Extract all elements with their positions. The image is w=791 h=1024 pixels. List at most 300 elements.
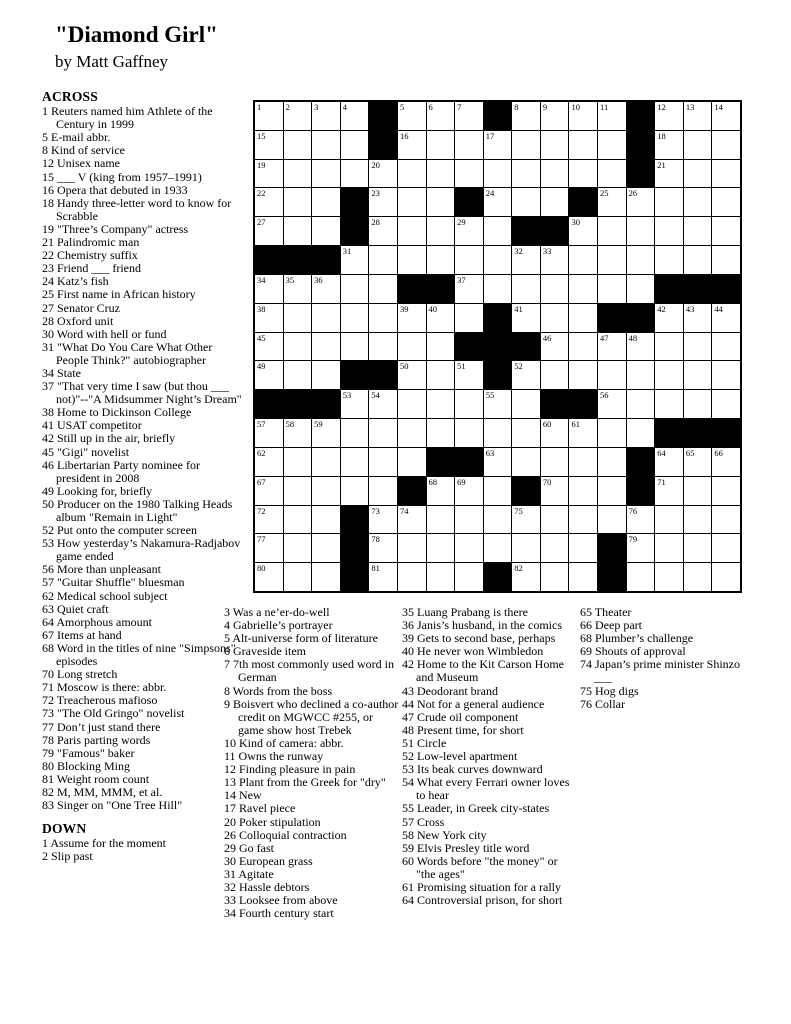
grid-cell[interactable] [255, 448, 283, 476]
grid-cell[interactable] [284, 477, 312, 505]
grid-cell[interactable] [569, 217, 597, 245]
grid-cell[interactable] [455, 102, 483, 130]
grid-cell[interactable] [541, 333, 569, 361]
across-clue: 49 Looking for, briefly [42, 483, 153, 498]
grid-cell[interactable] [569, 102, 597, 130]
grid-cell[interactable] [312, 217, 340, 245]
cell-number: 82 [514, 563, 523, 574]
grid-cell[interactable] [627, 217, 655, 245]
grid-cell[interactable] [655, 131, 683, 159]
grid-cell[interactable] [255, 333, 283, 361]
down-clue: 54 What every Ferrari owner loves to hear [402, 775, 570, 803]
cell-number: 34 [257, 274, 266, 285]
grid-cell[interactable] [284, 188, 312, 216]
grid-cell[interactable] [312, 563, 340, 591]
grid-cell[interactable] [512, 448, 540, 476]
grid-cell[interactable] [541, 563, 569, 591]
grid-cell[interactable] [341, 131, 369, 159]
grid-cell-black [341, 534, 369, 562]
grid-cell[interactable] [369, 506, 397, 534]
grid-cell[interactable] [455, 477, 483, 505]
grid-cell[interactable] [655, 246, 683, 274]
grid-cell[interactable] [369, 275, 397, 303]
grid-cell[interactable] [598, 448, 626, 476]
across-clue: 45 "Gigi" novelist [42, 444, 130, 459]
down-clue: 76 Collar [580, 696, 625, 711]
grid-cell[interactable] [398, 563, 426, 591]
across-clue: 16 Opera that debuted in 1933 [42, 182, 188, 197]
grid-cell[interactable] [655, 304, 683, 332]
grid-cell[interactable] [341, 102, 369, 130]
grid-cell[interactable] [312, 477, 340, 505]
grid-cell[interactable] [427, 390, 455, 418]
grid-cell[interactable] [255, 361, 283, 389]
grid-cell[interactable] [684, 160, 712, 188]
grid-cell[interactable] [455, 563, 483, 591]
grid-cell[interactable] [284, 304, 312, 332]
grid-cell[interactable] [712, 563, 740, 591]
grid-cell[interactable] [569, 160, 597, 188]
grid-cell[interactable] [569, 477, 597, 505]
grid-cell-black [627, 304, 655, 332]
grid-cell[interactable] [284, 563, 312, 591]
grid-cell[interactable] [398, 390, 426, 418]
grid-cell[interactable] [312, 160, 340, 188]
grid-cell[interactable] [455, 304, 483, 332]
grid-cell[interactable] [312, 361, 340, 389]
grid-cell-black [627, 160, 655, 188]
grid-cell[interactable] [427, 217, 455, 245]
grid-cell-black [484, 333, 512, 361]
cell-number: 17 [485, 130, 495, 141]
grid-cell[interactable] [484, 160, 512, 188]
grid-cell[interactable] [512, 390, 540, 418]
grid-cell[interactable] [684, 246, 712, 274]
across-clue: 81 Weight room count [42, 771, 150, 786]
grid-cell[interactable] [684, 390, 712, 418]
grid-cell[interactable] [398, 102, 426, 130]
grid-cell[interactable] [455, 217, 483, 245]
grid-cell[interactable] [541, 419, 569, 447]
grid-cell[interactable] [312, 506, 340, 534]
grid-cell[interactable] [427, 102, 455, 130]
grid-cell[interactable] [598, 246, 626, 274]
grid-cell-black [341, 361, 369, 389]
grid-cell[interactable] [312, 333, 340, 361]
grid-cell[interactable] [627, 333, 655, 361]
grid-cell[interactable] [427, 477, 455, 505]
grid-cell[interactable] [455, 131, 483, 159]
grid-cell[interactable] [427, 188, 455, 216]
grid-cell[interactable] [512, 188, 540, 216]
grid-cell[interactable] [512, 246, 540, 274]
grid-cell[interactable] [284, 160, 312, 188]
grid-cell[interactable] [284, 102, 312, 130]
grid-cell[interactable] [455, 275, 483, 303]
grid-cell[interactable] [598, 131, 626, 159]
grid-cell[interactable] [598, 102, 626, 130]
grid-cell[interactable] [255, 275, 283, 303]
grid-cell[interactable] [712, 160, 740, 188]
grid-cell[interactable] [712, 361, 740, 389]
cell-number: 20 [371, 159, 380, 170]
grid-cell[interactable] [398, 448, 426, 476]
grid-cell[interactable] [541, 160, 569, 188]
grid-cell[interactable] [369, 246, 397, 274]
down-clue: 53 Its beak curves downward [402, 762, 543, 777]
grid-cell[interactable] [712, 131, 740, 159]
grid-cell[interactable] [427, 246, 455, 274]
cell-number: 58 [285, 419, 295, 430]
grid-cell[interactable] [455, 361, 483, 389]
grid-cell[interactable] [598, 333, 626, 361]
grid-cell[interactable] [284, 217, 312, 245]
grid-cell[interactable] [255, 188, 283, 216]
grid-cell[interactable] [312, 419, 340, 447]
grid-cell[interactable] [341, 160, 369, 188]
grid-cell[interactable] [312, 275, 340, 303]
grid-cell[interactable] [312, 188, 340, 216]
grid-cell[interactable] [712, 477, 740, 505]
grid-cell[interactable] [512, 304, 540, 332]
grid-cell[interactable] [427, 506, 455, 534]
grid-cell[interactable] [484, 246, 512, 274]
grid-cell-black [569, 188, 597, 216]
grid-cell[interactable] [684, 563, 712, 591]
grid-cell[interactable] [398, 534, 426, 562]
grid-cell[interactable] [655, 563, 683, 591]
grid-cell[interactable] [255, 534, 283, 562]
grid-cell[interactable] [512, 131, 540, 159]
grid-cell[interactable] [598, 188, 626, 216]
grid-cell[interactable] [541, 506, 569, 534]
grid-cell[interactable] [684, 304, 712, 332]
grid-cell[interactable] [627, 506, 655, 534]
cell-number: 52 [514, 361, 523, 372]
grid-cell[interactable] [712, 217, 740, 245]
grid-cell[interactable] [341, 246, 369, 274]
grid-cell[interactable] [569, 246, 597, 274]
grid-cell[interactable] [255, 160, 283, 188]
cell-number: 18 [657, 130, 666, 141]
across-clue: 50 Producer on the 1980 Talking Heads album "Remain in Light" [42, 496, 233, 524]
grid-cell[interactable] [684, 102, 712, 130]
grid-cell[interactable] [312, 131, 340, 159]
grid-cell[interactable] [598, 361, 626, 389]
grid-cell[interactable] [598, 477, 626, 505]
grid-cell[interactable] [398, 361, 426, 389]
grid-cell[interactable] [369, 217, 397, 245]
grid-cell[interactable] [712, 188, 740, 216]
grid-cell[interactable] [427, 333, 455, 361]
grid-cell[interactable] [684, 448, 712, 476]
grid-cell[interactable] [341, 275, 369, 303]
grid-cell[interactable] [398, 506, 426, 534]
grid-cell[interactable] [284, 419, 312, 447]
grid-cell[interactable] [398, 246, 426, 274]
grid-cell[interactable] [255, 563, 283, 591]
grid-cell[interactable] [427, 534, 455, 562]
grid-cell[interactable] [341, 304, 369, 332]
cell-number: 46 [542, 332, 552, 343]
grid-cell[interactable] [398, 304, 426, 332]
grid-cell[interactable] [684, 506, 712, 534]
grid-cell[interactable] [284, 275, 312, 303]
grid-cell[interactable] [541, 102, 569, 130]
grid-cell[interactable] [284, 534, 312, 562]
grid-cell[interactable] [541, 246, 569, 274]
grid-cell[interactable] [427, 160, 455, 188]
grid-cell[interactable] [427, 361, 455, 389]
grid-cell[interactable] [369, 534, 397, 562]
down-clue: 64 Controversial prison, for short [402, 893, 563, 908]
grid-cell[interactable] [541, 275, 569, 303]
grid-cell[interactable] [655, 217, 683, 245]
down-clue: 4 Gabrielle’s portrayer [224, 618, 333, 633]
grid-cell[interactable] [369, 188, 397, 216]
grid-cell-black [369, 361, 397, 389]
grid-cell-black [484, 563, 512, 591]
grid-cell[interactable] [341, 448, 369, 476]
grid-cell[interactable] [655, 534, 683, 562]
grid-cell[interactable] [655, 333, 683, 361]
grid-cell[interactable] [712, 448, 740, 476]
across-clue: 57 "Guitar Shuffle" bluesman [42, 575, 185, 590]
grid-cell[interactable] [398, 419, 426, 447]
grid-cell[interactable] [684, 361, 712, 389]
grid-cell[interactable] [569, 333, 597, 361]
grid-cell[interactable] [541, 534, 569, 562]
grid-cell[interactable] [369, 477, 397, 505]
grid-cell[interactable] [484, 131, 512, 159]
grid-cell[interactable] [455, 390, 483, 418]
grid-cell[interactable] [627, 188, 655, 216]
cell-number: 26 [628, 188, 638, 199]
grid-cell[interactable] [627, 419, 655, 447]
cell-number: 57 [257, 419, 266, 430]
grid-cell[interactable] [541, 477, 569, 505]
grid-cell[interactable] [569, 419, 597, 447]
grid-cell[interactable] [398, 188, 426, 216]
grid-cell[interactable] [255, 506, 283, 534]
grid-cell[interactable] [427, 131, 455, 159]
grid-cell[interactable] [255, 304, 283, 332]
down-clue: 33 Looksee from above [224, 893, 338, 908]
grid-cell[interactable] [541, 361, 569, 389]
grid-cell[interactable] [541, 304, 569, 332]
cell-number: 23 [371, 188, 380, 199]
grid-cell[interactable] [484, 188, 512, 216]
grid-cell[interactable] [284, 506, 312, 534]
grid-cell[interactable] [341, 333, 369, 361]
grid-cell[interactable] [512, 275, 540, 303]
grid-cell[interactable] [512, 563, 540, 591]
grid-cell[interactable] [369, 419, 397, 447]
grid-cell[interactable] [684, 131, 712, 159]
grid-cell[interactable] [369, 304, 397, 332]
grid-cell[interactable] [655, 477, 683, 505]
cell-number: 83 [600, 563, 609, 574]
grid-cell[interactable] [598, 390, 626, 418]
grid-cell[interactable] [598, 275, 626, 303]
grid-cell[interactable] [312, 102, 340, 130]
grid-cell[interactable] [427, 419, 455, 447]
grid-cell[interactable] [484, 419, 512, 447]
grid-cell[interactable] [284, 448, 312, 476]
grid-cell-black [341, 563, 369, 591]
grid-cell[interactable] [369, 333, 397, 361]
grid-cell[interactable] [569, 534, 597, 562]
grid-cell[interactable] [512, 534, 540, 562]
grid-cell[interactable] [427, 563, 455, 591]
grid-cell[interactable] [398, 217, 426, 245]
down-clue: 20 Poker stipulation [224, 814, 321, 829]
grid-cell[interactable] [541, 188, 569, 216]
grid-cell[interactable] [312, 534, 340, 562]
grid-cell[interactable] [369, 448, 397, 476]
grid-cell[interactable] [541, 131, 569, 159]
grid-cell[interactable] [569, 131, 597, 159]
grid-cell[interactable] [398, 160, 426, 188]
grid-cell[interactable] [512, 160, 540, 188]
grid-cell[interactable] [627, 390, 655, 418]
cell-number: 28 [371, 217, 380, 228]
cell-number: 24 [485, 188, 495, 199]
grid-cell[interactable] [284, 131, 312, 159]
grid-cell[interactable] [598, 217, 626, 245]
grid-cell[interactable] [369, 563, 397, 591]
grid-cell[interactable] [369, 160, 397, 188]
grid-cell[interactable] [341, 419, 369, 447]
grid-cell[interactable] [369, 390, 397, 418]
across-clue: 25 First name in African history [42, 287, 196, 302]
grid-cell[interactable] [598, 419, 626, 447]
grid-cell[interactable] [455, 160, 483, 188]
grid-cell[interactable] [712, 506, 740, 534]
cell-number: 9 [542, 102, 548, 112]
grid-cell[interactable] [684, 534, 712, 562]
grid-cell[interactable] [284, 361, 312, 389]
grid-cell[interactable] [255, 131, 283, 159]
across-clue: 52 Put onto the computer screen [42, 523, 197, 538]
grid-cell-black [284, 246, 312, 274]
grid-cell[interactable] [255, 419, 283, 447]
grid-cell[interactable] [712, 333, 740, 361]
grid-cell[interactable] [627, 361, 655, 389]
grid-cell[interactable] [341, 390, 369, 418]
grid-cell[interactable] [427, 304, 455, 332]
grid-cell-black [712, 275, 740, 303]
grid-cell[interactable] [255, 477, 283, 505]
grid-cell[interactable] [655, 160, 683, 188]
grid-cell[interactable] [569, 506, 597, 534]
grid-cell[interactable] [598, 506, 626, 534]
grid-cell[interactable] [684, 333, 712, 361]
cell-number: 22 [257, 188, 266, 199]
grid-cell[interactable] [712, 304, 740, 332]
down-clue: 8 Words from the boss [224, 683, 333, 698]
down-clue: 13 Plant from the Greek for "dry" [224, 775, 386, 790]
grid-cell[interactable] [455, 419, 483, 447]
grid-cell[interactable] [398, 333, 426, 361]
grid-cell[interactable] [598, 160, 626, 188]
down-clue: 11 Owns the runway [224, 749, 324, 764]
grid-cell[interactable] [484, 477, 512, 505]
grid-cell[interactable] [312, 304, 340, 332]
grid-cell[interactable] [312, 448, 340, 476]
cell-number: 2 [285, 102, 290, 112]
cell-number: 13 [685, 102, 695, 112]
grid-cell[interactable] [627, 534, 655, 562]
grid-cell[interactable] [484, 506, 512, 534]
grid-cell[interactable] [569, 304, 597, 332]
grid-cell[interactable] [684, 477, 712, 505]
grid-cell[interactable] [512, 361, 540, 389]
grid-cell[interactable] [684, 217, 712, 245]
grid-cell[interactable] [484, 217, 512, 245]
grid-cell[interactable] [484, 534, 512, 562]
grid-cell[interactable] [255, 217, 283, 245]
grid-cell[interactable] [655, 361, 683, 389]
across-clue: 82 M, MM, MMM, et al. [42, 784, 163, 799]
byline: by Matt Gaffney [55, 52, 168, 71]
down-clue: 39 Gets to second base, perhaps [402, 631, 556, 646]
grid-cell[interactable] [627, 563, 655, 591]
grid-cell[interactable] [512, 506, 540, 534]
down-clue: 60 Words before "the money" or "the ages" [402, 853, 558, 881]
grid-cell[interactable] [398, 131, 426, 159]
grid-cell[interactable] [484, 275, 512, 303]
down-clue: 47 Crude oil component [402, 709, 519, 724]
grid-cell[interactable] [712, 390, 740, 418]
down-clue: 2 Slip past [42, 849, 93, 864]
grid-cell[interactable] [627, 275, 655, 303]
cell-number: 19 [257, 159, 266, 170]
grid-cell[interactable] [341, 477, 369, 505]
grid-cell[interactable] [627, 246, 655, 274]
grid-cell[interactable] [655, 506, 683, 534]
across-clue: 68 Word in the titles of nine "Simpsons" episodes [42, 640, 236, 669]
grid-cell[interactable] [712, 102, 740, 130]
across-clue: 23 Friend ___ friend [42, 261, 141, 276]
grid-cell[interactable] [455, 246, 483, 274]
grid-cell[interactable] [455, 506, 483, 534]
grid-cell[interactable] [655, 188, 683, 216]
grid-cell[interactable] [655, 390, 683, 418]
grid-cell[interactable] [484, 390, 512, 418]
grid-cell[interactable] [569, 361, 597, 389]
grid-cell[interactable] [569, 563, 597, 591]
grid-cell[interactable] [541, 448, 569, 476]
across-clue: 38 Home to Dickinson College [42, 405, 192, 420]
grid-cell[interactable] [512, 102, 540, 130]
grid-cell[interactable] [655, 102, 683, 130]
grid-cell[interactable] [712, 246, 740, 274]
grid-cell[interactable] [569, 448, 597, 476]
grid-cell[interactable] [255, 102, 283, 130]
grid-cell[interactable] [284, 333, 312, 361]
grid-cell[interactable] [512, 419, 540, 447]
grid-cell[interactable] [569, 275, 597, 303]
grid-cell[interactable] [684, 188, 712, 216]
grid-cell[interactable] [484, 448, 512, 476]
grid-cell[interactable] [712, 534, 740, 562]
down-clue: 9 Boisvert who declined a co-author credit on MGWCC #255, or game show host Trebek [224, 696, 399, 737]
grid-cell[interactable] [655, 448, 683, 476]
grid-cell[interactable] [455, 534, 483, 562]
clue-column-4 [580, 606, 758, 711]
grid-cell-black [598, 304, 626, 332]
